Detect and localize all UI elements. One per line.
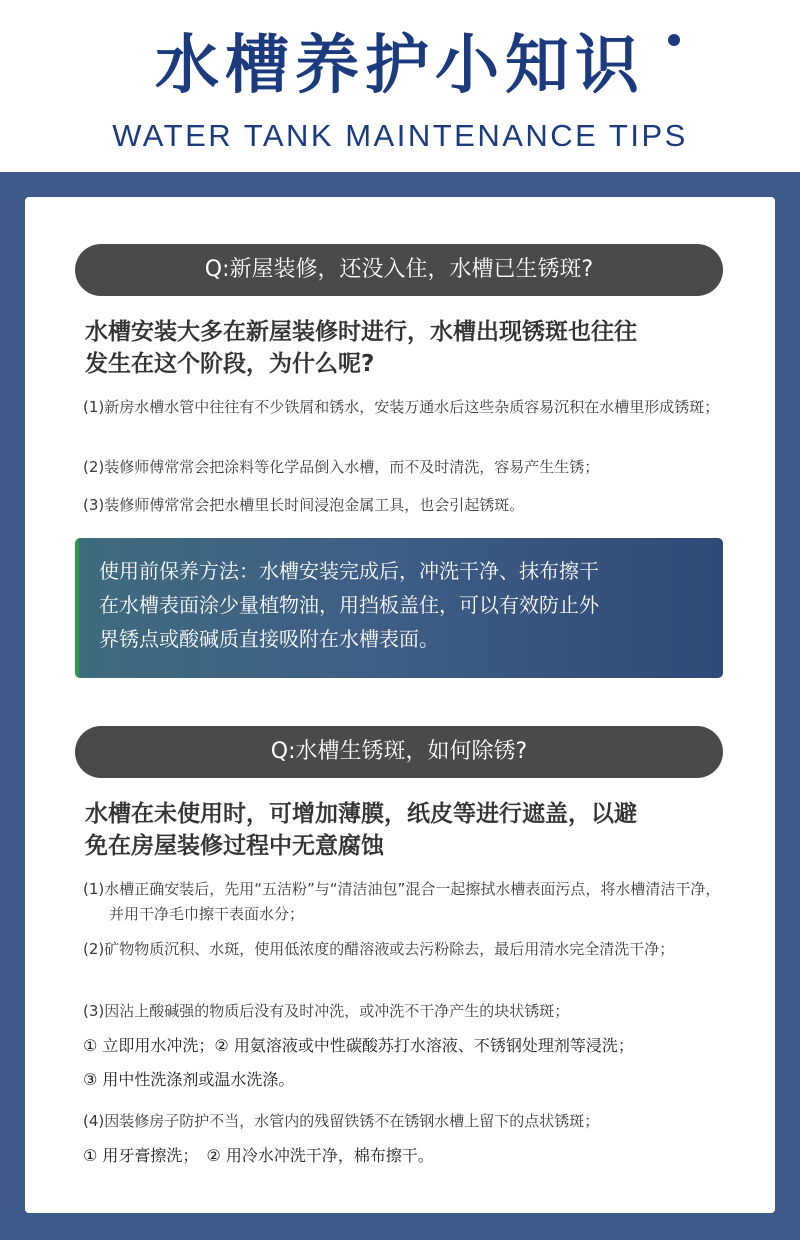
section1-heading-line2: 发生在这个阶段，为什么呢?	[85, 351, 375, 377]
question-banner-1: Q:新屋装修，还没入住，水槽已生锈斑?	[75, 244, 723, 296]
page-title: 水槽养护小知识	[155, 29, 645, 103]
maintenance-tip-text	[99, 554, 715, 656]
section1-heading-line1: 水槽安装大多在新屋装修时进行，水槽出现锈斑也往往	[85, 319, 637, 345]
title-dot-decoration	[668, 34, 680, 46]
section1-item-2: (2)装修师傅常常会把涂料等化学品倒入水槽，而不及时清洗，容易产生生锈；	[83, 458, 600, 476]
section2-step-list-3: ① 用牙膏擦洗； ② 用冷水冲洗干净，棉布擦干。	[83, 1146, 434, 1165]
section1-item-3: (3)装修师傅常常会把水槽里长时间浸泡金属工具，也会引起锈斑。	[83, 496, 525, 514]
content-card	[25, 197, 775, 1213]
tip-line-1: 使用前保养方法：水槽安装完成后，冲洗干净、抹布擦干	[99, 559, 599, 583]
section2-step-list-1: ① 立即用水冲洗；② 用氨溶液或中性碳酸苏打水溶液、不锈钢处理剂等浸洗；	[83, 1036, 634, 1055]
section2-item-4: (4)因装修房子防护不当，水管内的残留铁锈不在锈钢水槽上留下的点状锈斑；	[83, 1112, 600, 1130]
page-subtitle: WATER TANK MAINTENANCE TIPS	[112, 118, 688, 153]
section2-item-3: (3)因沾上酸碱强的物质后没有及时冲洗，或冲洗不干净产生的块状锈斑；	[83, 1002, 570, 1020]
section2-heading-line2: 免在房屋装修过程中无意腐蚀	[85, 833, 384, 859]
section2-item-1: (1)水槽正确安装后，先用“五洁粉”与“清洁油包”混合一起擦拭水槽表面污点，将水槽清洁干净，并用干净毛巾擦干表面水分；	[83, 880, 721, 923]
tip-line-2: 在水槽表面涂少量植物油，用挡板盖住，可以有效防止外	[99, 593, 599, 617]
question-banner-2: Q:水槽生锈斑，如何除锈?	[75, 726, 723, 778]
section2-heading-line1: 水槽在未使用时，可增加薄膜，纸皮等进行遮盖，以避	[85, 801, 637, 827]
tip-line-3: 界锈点或酸碱质直接吸附在水槽表面。	[99, 627, 439, 651]
maintenance-tip-box	[75, 538, 723, 678]
section2-item-2: (2)矿物物质沉积、水斑，使用低浓度的醋溶液或去污粉除去，最后用清水完全清洗干净；	[83, 940, 675, 958]
header	[0, 0, 800, 172]
section2-step-list-2: ③ 用中性洗涤剂或温水洗涤。	[83, 1070, 295, 1089]
section1-item-1: (1)新房水槽水管中往往有不少铁屑和锈水，安装万通水后这些杂质容易沉积在水槽里形成锈斑；	[83, 398, 720, 416]
